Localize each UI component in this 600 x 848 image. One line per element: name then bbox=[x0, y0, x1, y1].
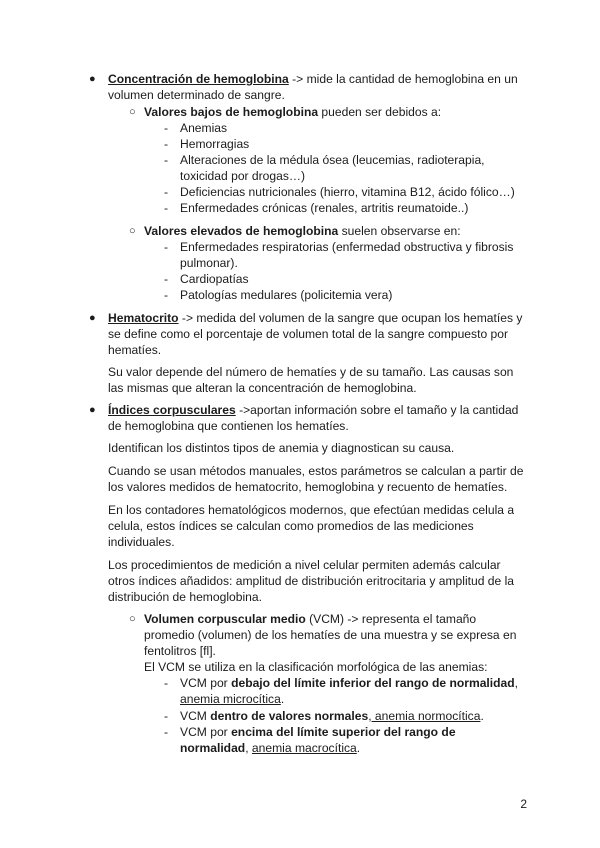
subsection-high-values bbox=[144, 223, 524, 239]
item-text: . bbox=[480, 709, 484, 723]
subsection-title: Volumen corpuscular medio bbox=[144, 612, 306, 626]
subsection-text: suelen observarse en: bbox=[338, 224, 461, 238]
dash-marker: - bbox=[164, 240, 169, 254]
dash-marker: - bbox=[164, 676, 169, 690]
section-description: -> mide la cantidad de hemoglobina en un volumen determinado de sangre. bbox=[108, 72, 518, 103]
list-item: Deficiencias nutricionales (hierro, vitamina B12, ácido fólico…) bbox=[180, 185, 515, 199]
item-text: , bbox=[514, 676, 519, 690]
section-description: ->aportan información sobre el tamaño y la cantidad de hemoglobina que contienen los hematíes. bbox=[108, 403, 519, 434]
section-title: Índices corpusculares bbox=[108, 403, 236, 417]
list-item: Alteraciones de la médula ósea (leucemias, radioterapia, toxicidad por drogas…) bbox=[180, 153, 485, 184]
paragraph: Identifican los distintos tipos de anemia y diagnostican su causa. bbox=[108, 441, 455, 455]
page-number: 2 bbox=[520, 797, 527, 811]
dash-marker: - bbox=[164, 272, 169, 286]
section-hematocrito bbox=[108, 310, 528, 359]
item-bold: debajo del límite inferior del rango de normalidad bbox=[231, 676, 515, 690]
section-description: -> medida del volumen de la sangre que ocupan los hematíes y se define como el porcentaje de volumen total de la sangre compuesto por hematíes. bbox=[108, 311, 523, 358]
dash-marker: - bbox=[164, 153, 169, 167]
item-text: . bbox=[356, 741, 361, 756]
item-text: . bbox=[280, 692, 285, 707]
dash-marker: - bbox=[164, 725, 169, 739]
item-text: , bbox=[368, 709, 372, 723]
item-text: VCM por bbox=[180, 725, 232, 739]
section-hemoglobina bbox=[108, 71, 526, 103]
subsection-low-values bbox=[144, 104, 524, 120]
paragraph: Su valor depende del número de hematíes y de su tamaño. Las causas son las mismas que alteran la concentración de hemoglobina. bbox=[108, 365, 514, 396]
item-text: VCM por bbox=[180, 676, 232, 690]
bullet-marker: ● bbox=[89, 73, 96, 85]
paragraph: Los procedimientos de medición a nivel celular permiten además calcular otros índices añadidos: amplitud de distribución eritrocitaria y amplitud de la distribución de hemoglobina. bbox=[108, 558, 515, 605]
list-item: Enfermedades crónicas (renales, artritis reumatoide..) bbox=[180, 201, 469, 215]
list-item: Cardiopatías bbox=[180, 272, 249, 286]
subsection-title: Valores bajos de hemoglobina bbox=[144, 105, 319, 119]
paragraph: En los contadores hematológicos modernos, que efectúan medidas celula a celula, estos índices se calculan como promedios de las mediciones individuales. bbox=[108, 503, 515, 550]
dash-marker: - bbox=[164, 201, 169, 215]
bullet-marker: ● bbox=[89, 312, 96, 324]
list-item: Patologías medulares (policitemia vera) bbox=[180, 288, 393, 302]
dash-marker: - bbox=[164, 709, 169, 723]
list-item bbox=[180, 724, 470, 756]
item-text: VCM bbox=[180, 709, 211, 723]
dash-marker: - bbox=[164, 288, 169, 302]
list-item bbox=[180, 708, 534, 724]
bullet-marker: ● bbox=[89, 404, 96, 416]
section-title: Hematocrito bbox=[108, 311, 179, 325]
subsection-vcm bbox=[144, 611, 528, 660]
list-item: Enfermedades respiratorias (enfermedad obstructiva y fibrosis pulmonar). bbox=[180, 240, 514, 271]
subsection-title: Valores elevados de hemoglobina bbox=[144, 224, 339, 238]
item-underline: anemia microcítica bbox=[180, 692, 281, 707]
item-text: , bbox=[245, 741, 252, 756]
item-underline: anemia macrocítica bbox=[251, 741, 357, 756]
subsection-text: (VCM) -> representa el tamaño promedio (volumen) de los hematíes de una muestra y se expresa en fentolitros [fl]. bbox=[144, 612, 517, 659]
paragraph: Cuando se usan métodos manuales, estos parámetros se calculan a partir de los valores medidos de hematocrito, hemoglobina y recuento de hematíes. bbox=[108, 464, 524, 495]
section-title: Concentración de hemoglobina bbox=[108, 72, 289, 86]
list-item bbox=[180, 675, 534, 707]
subsection-text: pueden ser debidos a: bbox=[318, 105, 442, 119]
list-item: Anemias bbox=[180, 121, 228, 135]
item-bold: dentro de valores normales bbox=[210, 709, 369, 723]
paragraph: El VCM se utiliza en la clasificación morfológica de las anemias: bbox=[144, 660, 488, 674]
circle-marker: ○ bbox=[129, 106, 136, 118]
dash-marker: - bbox=[164, 185, 169, 199]
dash-marker: - bbox=[164, 121, 169, 135]
list-item: Hemorragias bbox=[180, 137, 250, 151]
circle-marker: ○ bbox=[129, 225, 136, 237]
circle-marker: ○ bbox=[129, 613, 136, 625]
section-indices bbox=[108, 402, 528, 434]
dash-marker: - bbox=[164, 137, 169, 151]
item-bold: encima del límite superior del rango de normalidad bbox=[180, 725, 456, 756]
item-underline: anemia normocítica bbox=[371, 709, 481, 723]
